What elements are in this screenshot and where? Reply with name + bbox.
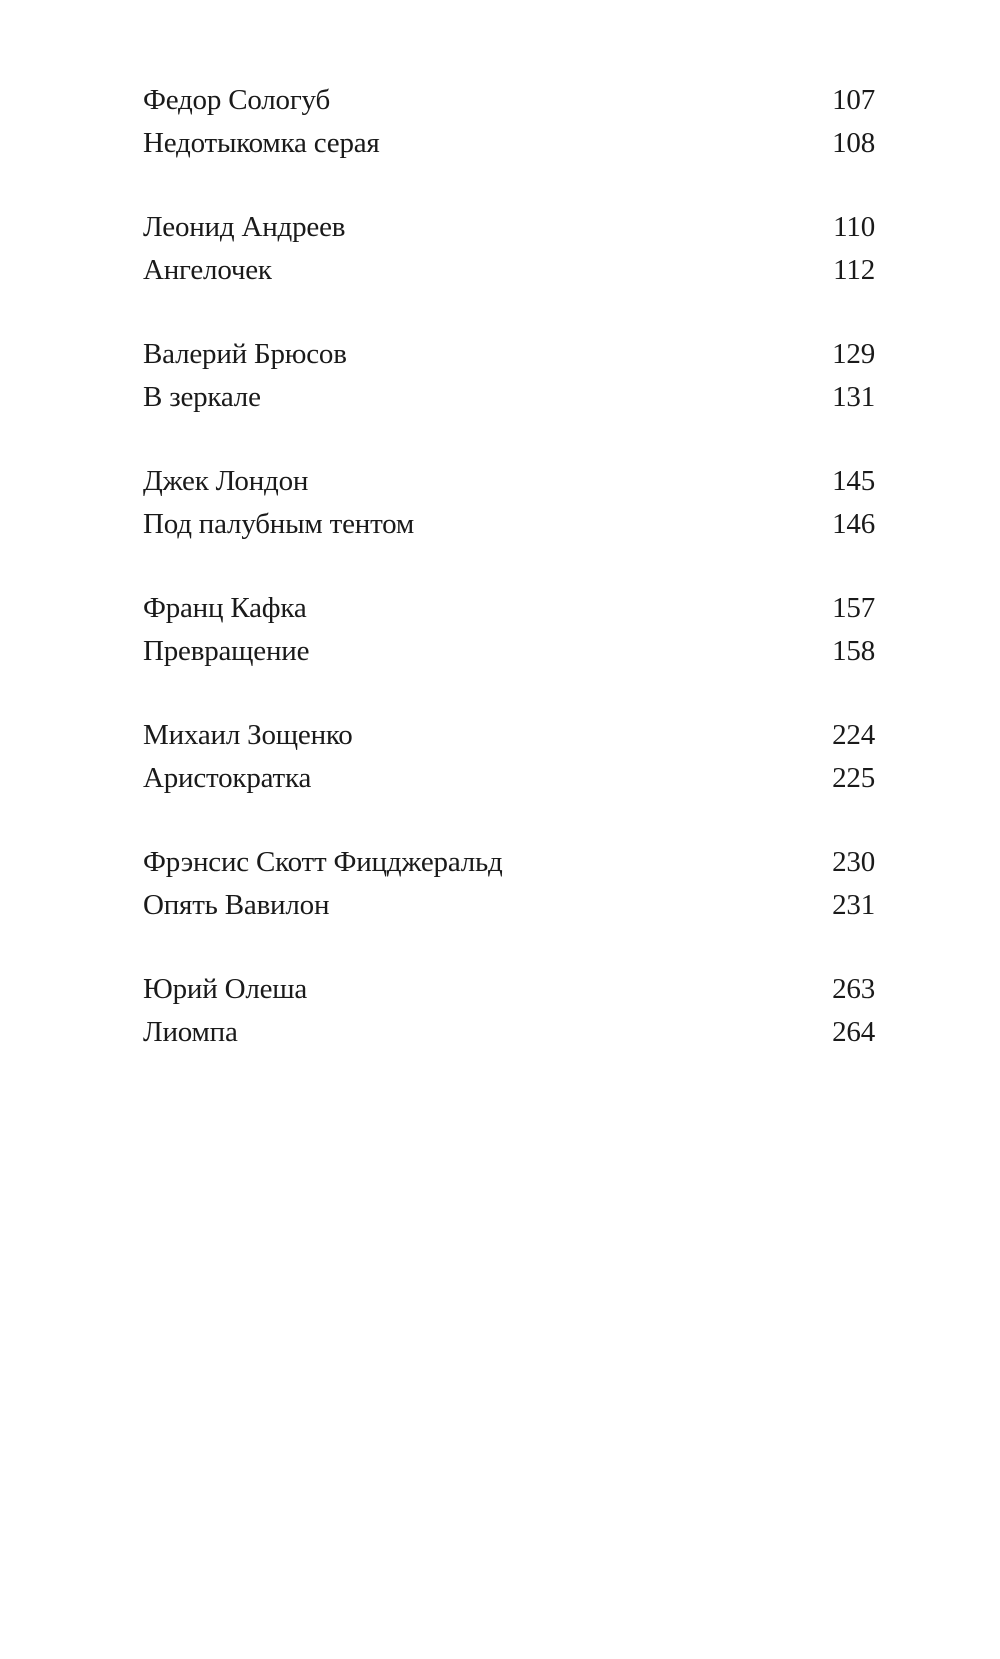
page-number: 131 — [832, 381, 875, 413]
work-title: В зеркале — [143, 381, 261, 413]
page-number: 110 — [833, 211, 875, 243]
toc-work-row[interactable] — [143, 757, 875, 800]
page-number: 146 — [832, 508, 875, 540]
toc-work-row[interactable] — [143, 884, 875, 927]
author-name: Фрэнсис Скотт Фицджеральд — [143, 846, 503, 878]
toc-work-row[interactable] — [143, 122, 875, 165]
author-name: Юрий Олеша — [143, 973, 308, 1005]
author-name: Федор Сологуб — [143, 84, 331, 116]
page-number: 107 — [832, 84, 875, 116]
page-number: 264 — [832, 1016, 875, 1048]
toc-author-row[interactable] — [143, 460, 875, 503]
toc-group — [143, 460, 875, 546]
work-title: Ангелочек — [143, 254, 272, 286]
page-number: 263 — [832, 973, 875, 1005]
author-name: Михаил Зощенко — [143, 719, 353, 751]
toc-author-row[interactable] — [143, 841, 875, 884]
page-number: 158 — [832, 635, 875, 667]
toc-author-row[interactable] — [143, 968, 875, 1011]
page-number: 231 — [832, 889, 875, 921]
page-number: 112 — [833, 254, 875, 286]
toc-work-row[interactable] — [143, 249, 875, 292]
toc-group — [143, 714, 875, 800]
page-number: 225 — [832, 762, 875, 794]
toc-group — [143, 206, 875, 292]
work-title: Опять Вавилон — [143, 889, 330, 921]
work-title: Аристократка — [143, 762, 312, 794]
page-number: 224 — [832, 719, 875, 751]
page-number: 157 — [832, 592, 875, 624]
toc-work-row[interactable] — [143, 630, 875, 673]
work-title: Лиомпа — [143, 1016, 238, 1048]
toc-work-row[interactable] — [143, 376, 875, 419]
page-number: 145 — [832, 465, 875, 497]
toc-work-row[interactable] — [143, 1011, 875, 1054]
toc-author-row[interactable] — [143, 714, 875, 757]
toc-group — [143, 333, 875, 419]
toc-group — [143, 79, 875, 165]
work-title: Недотыкомка серая — [143, 127, 380, 159]
work-title: Под палубным тентом — [143, 508, 415, 540]
toc-group — [143, 968, 875, 1054]
author-name: Леонид Андреев — [143, 211, 346, 243]
table-of-contents — [143, 79, 875, 1095]
page-number: 129 — [832, 338, 875, 370]
toc-author-row[interactable] — [143, 333, 875, 376]
toc-group — [143, 587, 875, 673]
toc-author-row[interactable] — [143, 587, 875, 630]
toc-group — [143, 841, 875, 927]
page-number: 230 — [832, 846, 875, 878]
author-name: Джек Лондон — [143, 465, 309, 497]
toc-author-row[interactable] — [143, 79, 875, 122]
toc-work-row[interactable] — [143, 503, 875, 546]
author-name: Валерий Брюсов — [143, 338, 347, 370]
author-name: Франц Кафка — [143, 592, 307, 624]
work-title: Превращение — [143, 635, 310, 667]
page-number: 108 — [832, 127, 875, 159]
toc-author-row[interactable] — [143, 206, 875, 249]
